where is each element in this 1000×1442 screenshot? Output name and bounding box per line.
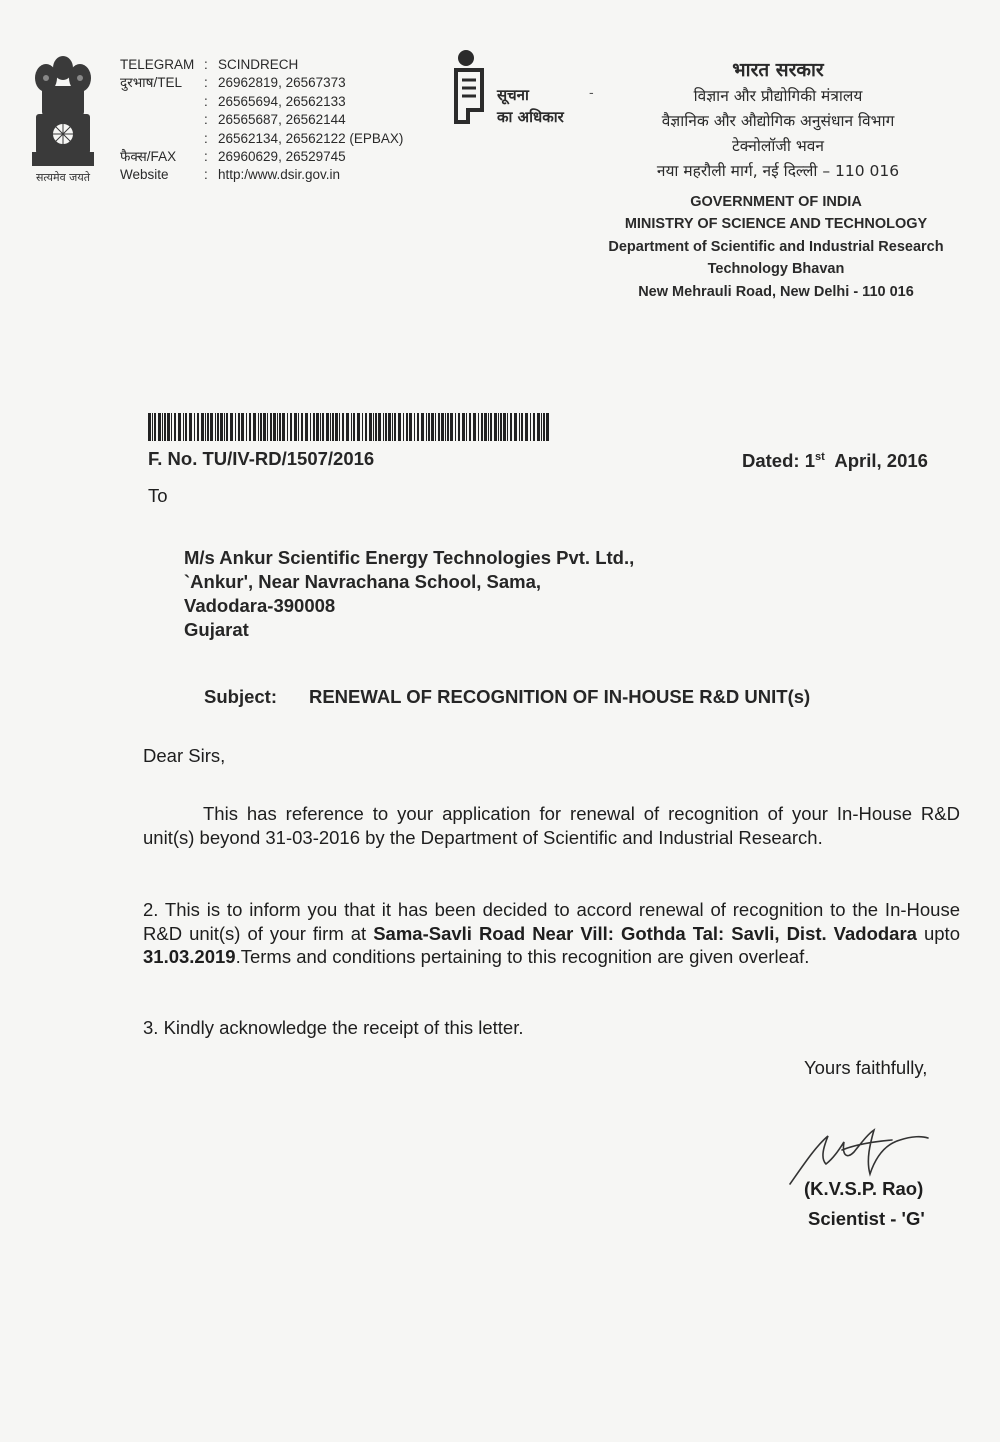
rti-line2: का अधिकार [497,108,564,126]
closing: Yours faithfully, [804,1057,928,1078]
paragraph-2 [143,898,960,969]
hindi-line-3: टेक्नोलॉजी भवन [731,137,824,155]
contact-row [120,130,403,148]
subject-line [204,686,810,708]
contact-label [120,111,204,129]
contact-value: 26960629, 26529745 [218,149,346,165]
date-suffix: April, 2016 [834,450,928,471]
contact-label [120,130,204,148]
eng-line-0: GOVERNMENT OF INDIA [690,194,862,210]
para2-a: 2. This is to inform you that it has been decided to accord renewal of recognition to the In-House R&D unit(s) of your firm at [143,899,960,944]
to-label: To [148,485,168,506]
contact-label: Website [120,167,169,183]
hindi-line-2: वैज्ञानिक और औद्योगिक अनुसंधान विभाग [661,112,895,130]
contact-row [120,56,403,74]
contact-row [120,93,403,111]
website-link[interactable]: http:/www.dsir.gov.in [218,167,341,183]
eng-line-2: Department of Scientific and Industrial Research [608,238,944,255]
rti-line1: सूचना [497,86,529,104]
contact-details [120,56,403,185]
hindi-line-4: नया महरौली मार्ग, नई दिल्ली – 110 016 [656,162,900,180]
hindi-letterhead [600,56,956,184]
contact-label: TELEGRAM [120,57,195,72]
contact-colon: : [204,75,208,91]
date-prefix: Dated: 1 [742,450,815,471]
contact-colon: : [204,112,208,128]
contact-value: 26962819, 26567373 [218,75,346,91]
contact-row [120,148,403,166]
barcode-icon [148,413,550,441]
recipient-address [184,546,634,642]
contact-colon: : [204,149,208,165]
file-number: F. No. TU/IV-RD/1507/2016 [148,448,375,469]
para2-location: Sama-Savli Road Near Vill: Gothda Tal: Savli, Dist. Vadodara [373,922,917,944]
contact-value: 26565687, 26562144 [218,112,346,128]
rti-dash: - [589,84,594,100]
contact-row [120,74,403,92]
para2-e: .Terms and conditions pertaining to this recognition are given overleaf. [235,946,810,968]
contact-colon: : [204,57,208,72]
address-line-0: M/s Ankur Scientific Energy Technologies Pvt. Ltd., [184,547,635,568]
hindi-line-0: भारत सरकार [732,59,824,81]
address-line-2: Vadodara-390008 [184,595,336,616]
para2-c: upto [916,922,960,944]
salutation: Dear Sirs, [143,745,226,766]
state-emblem-icon [22,48,104,188]
eng-line-3: Technology Bhavan [707,261,845,278]
contact-label: दुरभाष/TEL [120,75,182,91]
para2-date: 31.03.2019 [143,946,236,968]
contact-row [120,166,403,184]
signatory-designation: Scientist - 'G' [808,1208,925,1229]
eng-line-1: MINISTRY OF SCIENCE AND TECHNOLOGY [624,216,928,233]
eng-line-4: New Mehrauli Road, New Delhi - 110 016 [638,283,914,300]
contact-label: फैक्स/FAX [120,149,177,165]
contact-colon: : [204,93,208,109]
contact-colon: : [204,130,208,146]
letter-date [742,450,928,472]
subject-label: Subject: [204,686,277,707]
contact-colon: : [204,167,208,183]
paragraph-3: 3. Kindly acknowledge the receipt of this letter. [143,1017,524,1038]
address-line-3: Gujarat [184,619,249,640]
english-letterhead [570,191,982,303]
subject-text: RENEWAL OF RECOGNITION OF IN-HOUSE R&D UNIT(s) [308,686,811,707]
hindi-line-1: विज्ञान और प्रौद्योगिकी मंत्रालय [693,87,863,105]
contact-value: 26565694, 26562133 [218,93,346,109]
address-line-1: `Ankur', Near Navrachana School, Sama, [184,571,542,592]
paragraph-1: This has reference to your application for renewal of recognition of your In-House R&D unit(s) beyond 31-03-2016 by the Department of Scientific and Industrial Research. [143,803,960,848]
emblem-motto: सत्यमेव जयते [35,171,90,184]
contact-value: 26562134, 26562122 (EPBAX) [218,130,404,146]
date-sup: st [815,450,825,463]
contact-value: SCINDRECH [218,57,299,72]
rti-label [497,84,564,128]
contact-row [120,111,403,129]
contact-label [120,93,204,111]
signatory-name: (K.V.S.P. Rao) [804,1178,924,1199]
